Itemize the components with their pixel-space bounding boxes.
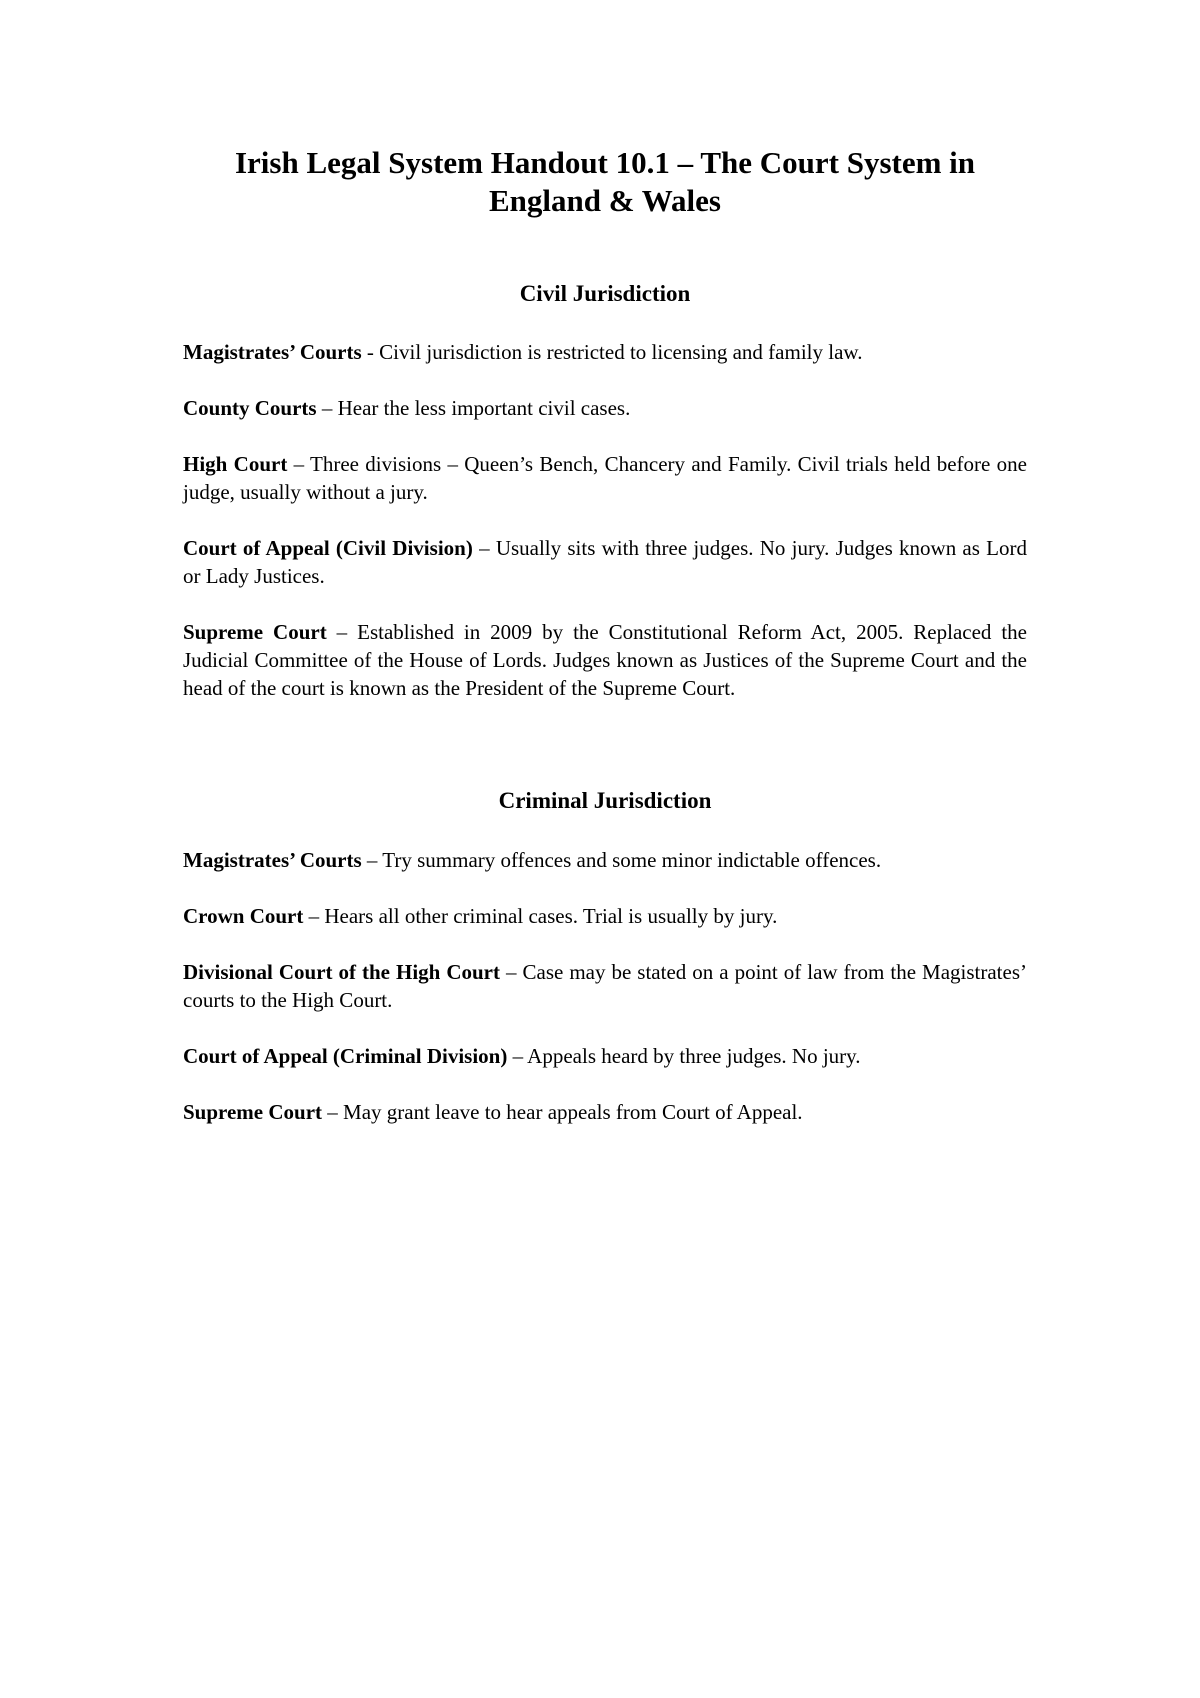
entry-text: - Civil jurisdiction is restricted to licensing and family law.	[361, 340, 863, 364]
civil-entry-magistrates-courts	[183, 338, 1027, 366]
entry-text: – May grant leave to hear appeals from Court of Appeal.	[322, 1100, 803, 1124]
civil-entry-supreme-court	[183, 618, 1027, 702]
entry-term: Crown Court	[183, 904, 304, 928]
entry-text: – Hears all other criminal cases. Trial is usually by jury.	[303, 904, 778, 928]
entry-text: – Three divisions – Queen’s Bench, Chancery and Family. Civil trials held before one judge, usually without a jury.	[183, 452, 1027, 504]
civil-entry-high-court	[183, 450, 1027, 506]
civil-jurisdiction-heading: Civil Jurisdiction	[519, 281, 691, 306]
entry-text: – Hear the less important civil cases.	[316, 396, 631, 420]
criminal-entry-supreme-court	[183, 1098, 1027, 1126]
entry-term: Supreme Court	[183, 1100, 323, 1124]
entry-text: – Case may be stated on a point of law from the Magistrates’ courts to the High Court.	[183, 960, 1027, 1012]
entry-term: Magistrates’ Courts	[183, 340, 362, 364]
entry-term: Court of Appeal (Civil Division)	[183, 536, 473, 560]
criminal-entry-crown-court	[183, 902, 1027, 930]
entry-term: Divisional Court of the High Court	[183, 960, 500, 984]
criminal-entry-court-of-appeal	[183, 1042, 1027, 1070]
entry-term: High Court	[183, 452, 288, 476]
civil-entry-county-courts	[183, 394, 1027, 422]
entry-text: – Try summary offences and some minor indictable offences.	[361, 848, 882, 872]
entry-term: Court of Appeal (Criminal Division)	[183, 1044, 508, 1068]
entry-term: Magistrates’ Courts	[183, 848, 362, 872]
entry-term: Supreme Court	[183, 620, 327, 644]
entry-term: County Courts	[183, 396, 317, 420]
civil-entry-court-of-appeal	[183, 534, 1027, 590]
criminal-jurisdiction-heading: Criminal Jurisdiction	[498, 788, 712, 813]
entry-text: – Usually sits with three judges. No jury. Judges known as Lord or Lady Justices.	[183, 536, 1027, 588]
entry-text: – Appeals heard by three judges. No jury.	[507, 1044, 861, 1068]
criminal-entry-divisional-court	[183, 958, 1027, 1014]
entry-text: – Established in 2009 by the Constitutional Reform Act, 2005. Replaced the Judicial Committee of the House of Lords. Judges known as Justices of the Supreme Court and the head of the court is known as the President of the Supreme Court.	[183, 620, 1028, 700]
document-title: Irish Legal System Handout 10.1 – The Court System in England & Wales	[234, 145, 976, 218]
criminal-entry-magistrates-courts	[183, 846, 1027, 874]
